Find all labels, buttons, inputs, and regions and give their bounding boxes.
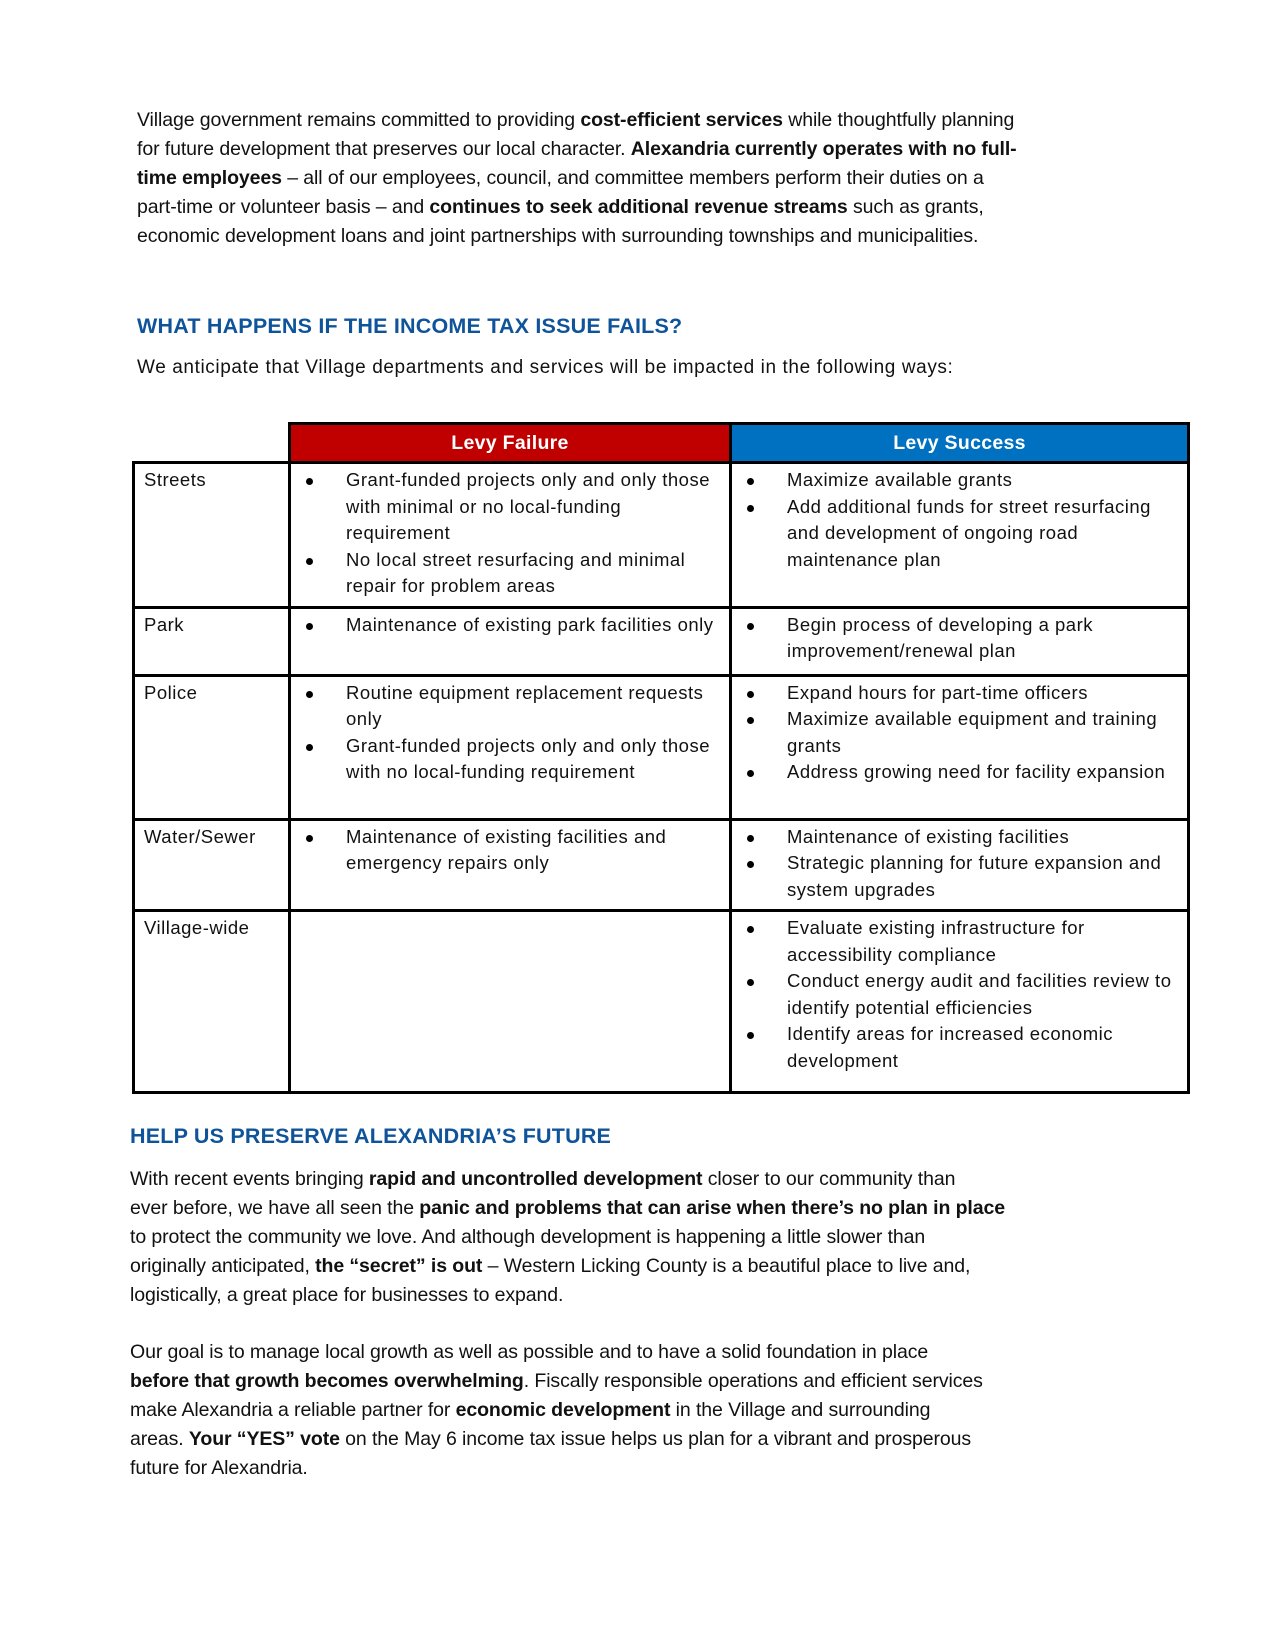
bullet-item: Begin process of developing a park improvement/renewal plan bbox=[740, 612, 1179, 665]
header-blank-cell bbox=[134, 424, 290, 463]
bullet-item: Identify areas for increased economic development bbox=[740, 1021, 1179, 1074]
preserve-paragraph-2 bbox=[130, 1338, 1200, 1483]
bullet-item: Grant-funded projects only and only those with no local-funding requirement bbox=[299, 733, 721, 786]
text-run: Village government remains committed to providing bbox=[137, 109, 581, 131]
failure-cell bbox=[290, 911, 731, 1093]
bullet-item: Add additional funds for street resurfacing and development of ongoing road maintenance plan bbox=[740, 494, 1179, 574]
success-bullet-list bbox=[740, 824, 1179, 904]
bullet-item: Maximize available grants bbox=[740, 467, 1179, 494]
paragraph-line bbox=[130, 1338, 1200, 1367]
failure-bullet-list bbox=[299, 824, 721, 877]
failure-bullet-list bbox=[299, 467, 721, 600]
text-run: make Alexandria a reliable partner for bbox=[130, 1399, 456, 1421]
success-bullet-list bbox=[740, 680, 1179, 786]
text-run: logistically, a great place for businesses to expand. bbox=[130, 1284, 564, 1306]
table-row bbox=[134, 463, 1189, 608]
row-category: Water/Sewer bbox=[134, 819, 290, 911]
success-bullet-list bbox=[740, 612, 1179, 665]
bullet-item: No local street resurfacing and minimal repair for problem areas bbox=[299, 547, 721, 600]
success-cell bbox=[731, 819, 1189, 911]
text-run: . Fiscally responsible operations and efficient services bbox=[523, 1370, 983, 1392]
bold-text: Your “YES” vote bbox=[188, 1428, 340, 1450]
section-heading-tax-fails: WHAT HAPPENS IF THE INCOME TAX ISSUE FAILS? bbox=[137, 314, 683, 338]
failure-cell bbox=[290, 607, 731, 675]
bold-text: economic development bbox=[455, 1399, 671, 1421]
bold-text: cost-efficient services bbox=[580, 109, 783, 131]
levy-impact-table bbox=[132, 422, 1190, 1094]
bullet-item: Maintenance of existing facilities and emergency repairs only bbox=[299, 824, 721, 877]
text-run: future for Alexandria. bbox=[130, 1457, 308, 1479]
section-heading-preserve-future: HELP US PRESERVE ALEXANDRIA’S FUTURE bbox=[130, 1124, 612, 1148]
bullet-item: Routine equipment replacement requests only bbox=[299, 680, 721, 733]
text-run: With recent events bringing bbox=[130, 1168, 369, 1190]
paragraph-line bbox=[130, 1281, 1200, 1310]
intro-line bbox=[137, 164, 1197, 193]
success-cell bbox=[731, 463, 1189, 608]
paragraph-line bbox=[130, 1454, 1200, 1483]
paragraph-line bbox=[130, 1165, 1200, 1194]
intro-line bbox=[137, 106, 1197, 135]
text-run: Our goal is to manage local growth as well as possible and to have a solid foundation in place bbox=[130, 1341, 929, 1363]
text-run: – Western Licking County is a beautiful place to live and, bbox=[482, 1255, 971, 1277]
table-row bbox=[134, 911, 1189, 1093]
intro-line bbox=[137, 222, 1197, 251]
row-category: Police bbox=[134, 675, 290, 819]
failure-cell bbox=[290, 675, 731, 819]
bold-text: Alexandria currently operates with no full- bbox=[630, 138, 1017, 160]
text-run: ever before, we have all seen the bbox=[130, 1197, 420, 1219]
paragraph-line bbox=[130, 1223, 1200, 1252]
bullet-item: Strategic planning for future expansion and system upgrades bbox=[740, 850, 1179, 903]
text-run: to protect the community we love. And although development is happening a little slower than bbox=[130, 1226, 926, 1248]
failure-bullet-list bbox=[299, 680, 721, 786]
header-levy-failure: Levy Failure bbox=[290, 424, 731, 463]
success-bullet-list bbox=[740, 467, 1179, 573]
paragraph-line bbox=[130, 1252, 1200, 1281]
bullet-item: Maintenance of existing park facilities only bbox=[299, 612, 721, 639]
paragraph-line bbox=[130, 1396, 1200, 1425]
bold-text: before that growth becomes overwhelming bbox=[130, 1370, 524, 1392]
paragraph-line bbox=[130, 1425, 1200, 1454]
bullet-item: Expand hours for part-time officers bbox=[740, 680, 1179, 707]
text-run: economic development loans and joint partnerships with surrounding townships and municipalities. bbox=[137, 225, 979, 247]
text-run: – all of our employees, council, and committee members perform their duties on a bbox=[281, 167, 984, 189]
bold-text: rapid and uncontrolled development bbox=[368, 1168, 703, 1190]
bold-text: time employees bbox=[137, 167, 282, 189]
failure-cell bbox=[290, 819, 731, 911]
table-row bbox=[134, 819, 1189, 911]
row-category: Park bbox=[134, 607, 290, 675]
paragraph-line bbox=[130, 1367, 1200, 1396]
text-run: in the Village and surrounding bbox=[670, 1399, 931, 1421]
success-bullet-list bbox=[740, 915, 1179, 1074]
bullet-item: Grant-funded projects only and only those with minimal or no local-funding requirement bbox=[299, 467, 721, 547]
text-run: part-time or volunteer basis – and bbox=[137, 196, 430, 218]
paragraph-line bbox=[130, 1194, 1200, 1223]
text-run: while thoughtfully planning bbox=[782, 109, 1015, 131]
bullet-item: Maintenance of existing facilities bbox=[740, 824, 1179, 851]
header-levy-success: Levy Success bbox=[731, 424, 1189, 463]
table-row bbox=[134, 607, 1189, 675]
bold-text: continues to seek additional revenue streams bbox=[429, 196, 848, 218]
bold-text: the “secret” is out bbox=[315, 1255, 483, 1277]
row-category: Streets bbox=[134, 463, 290, 608]
bold-text: panic and problems that can arise when there’s no plan in place bbox=[419, 1197, 1005, 1219]
intro-paragraph bbox=[137, 106, 1197, 251]
failure-cell bbox=[290, 463, 731, 608]
text-run: on the May 6 income tax issue helps us plan for a vibrant and prosperous bbox=[339, 1428, 971, 1450]
bullet-item: Address growing need for facility expansion bbox=[740, 759, 1179, 786]
text-run: areas. bbox=[130, 1428, 189, 1450]
success-cell bbox=[731, 607, 1189, 675]
table-row bbox=[134, 675, 1189, 819]
bullet-item: Maximize available equipment and training grants bbox=[740, 706, 1179, 759]
success-cell bbox=[731, 911, 1189, 1093]
preserve-paragraph-1 bbox=[130, 1165, 1200, 1310]
section-intro-text: We anticipate that Village departments and services will be impacted in the following ways: bbox=[137, 357, 954, 378]
intro-line bbox=[137, 135, 1197, 164]
success-cell bbox=[731, 675, 1189, 819]
bullet-item: Conduct energy audit and facilities review to identify potential efficiencies bbox=[740, 968, 1179, 1021]
table-header-row bbox=[134, 424, 1189, 463]
row-category: Village-wide bbox=[134, 911, 290, 1093]
text-run: closer to our community than bbox=[702, 1168, 956, 1190]
bullet-item: Evaluate existing infrastructure for accessibility compliance bbox=[740, 915, 1179, 968]
failure-bullet-list bbox=[299, 612, 721, 639]
text-run: for future development that preserves our local character. bbox=[137, 138, 631, 160]
text-run: originally anticipated, bbox=[130, 1255, 316, 1277]
intro-line bbox=[137, 193, 1197, 222]
text-run: such as grants, bbox=[847, 196, 984, 218]
